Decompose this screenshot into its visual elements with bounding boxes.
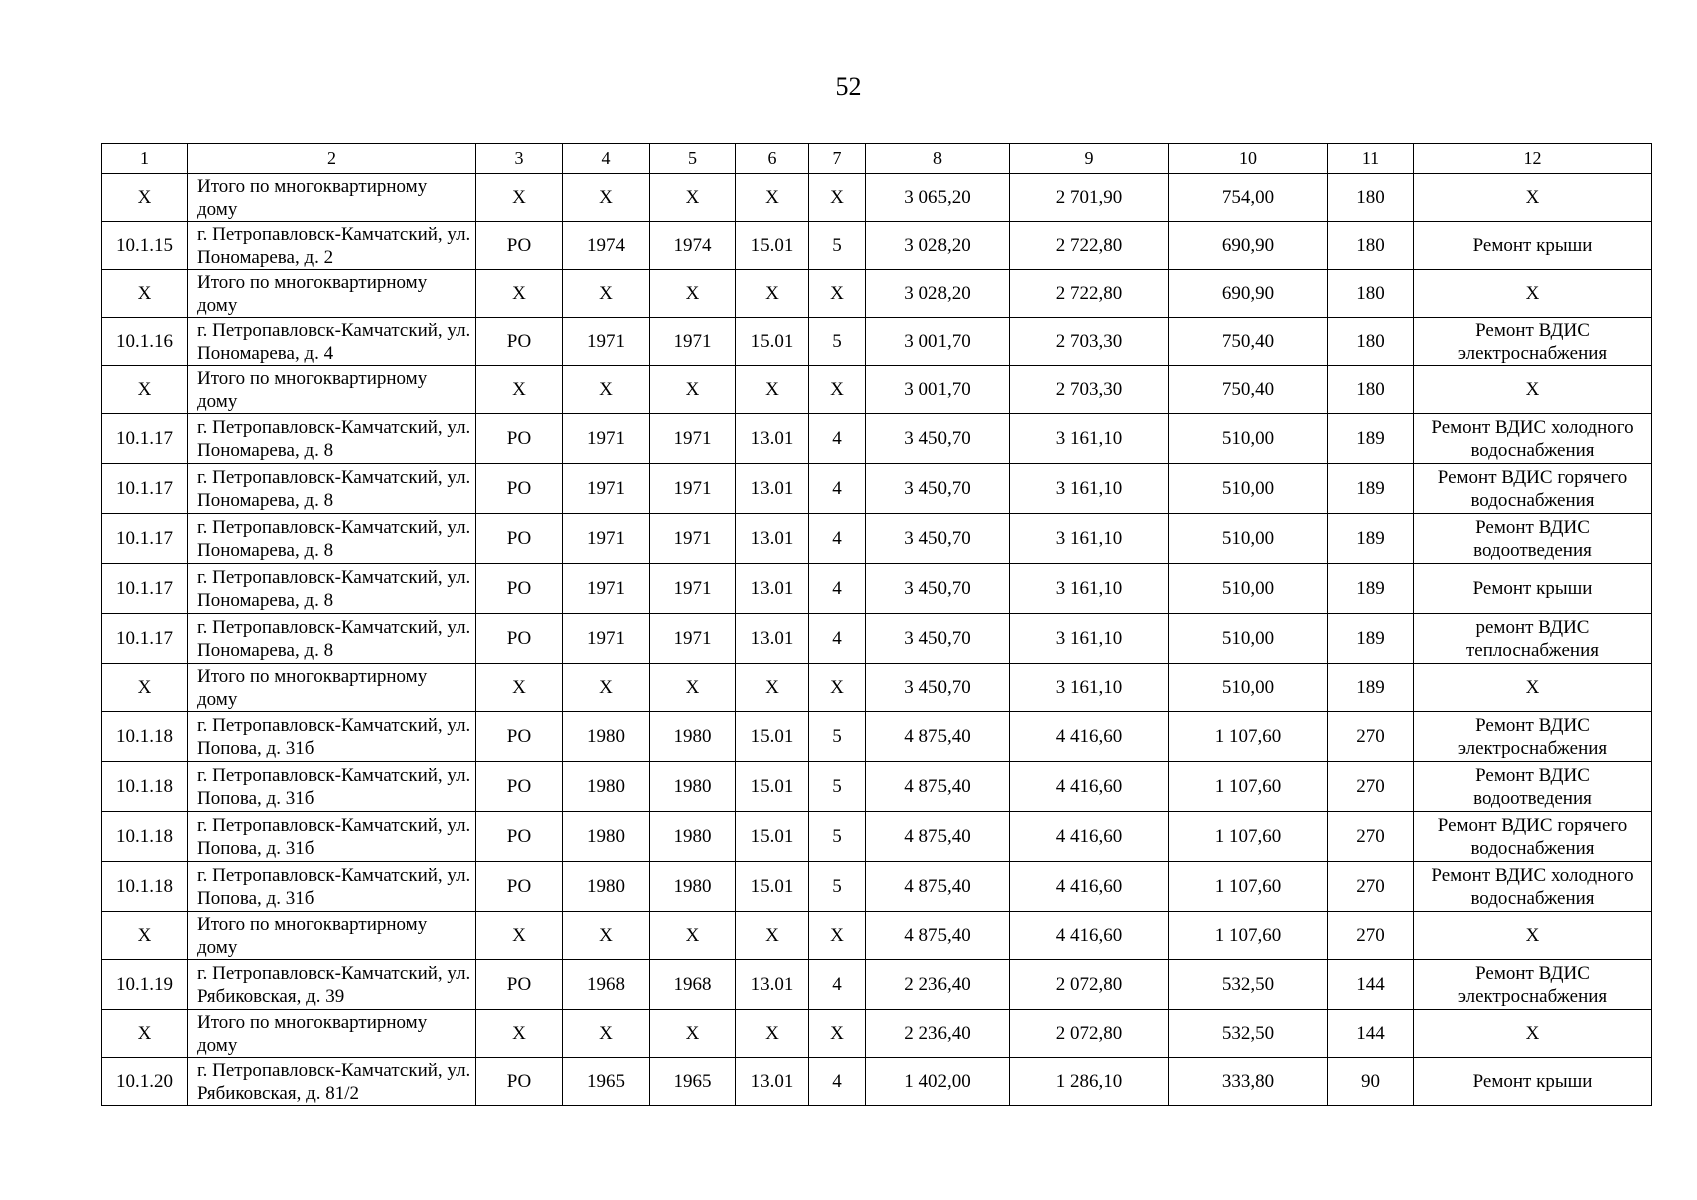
table-cell-col-10: 690,90 [1169,270,1328,318]
table-cell-col-7: 5 [809,862,866,912]
table-cell-col-4: Х [563,1010,650,1058]
table-cell-col-9: 2 703,30 [1010,318,1169,366]
table-cell-col-6: 15.01 [736,712,809,762]
table-cell-col-2: г. Петропавловск-Камчатский, ул. Попова, д. 31б [188,762,476,812]
table-row [102,414,1652,464]
table-cell-col-12: Ремонт крыши [1414,1058,1652,1106]
table-cell-col-12: Ремонт ВДИС водоотведения [1414,762,1652,812]
table-cell-col-5: 1974 [650,222,736,270]
table-cell-col-9: 3 161,10 [1010,564,1169,614]
table-cell-col-3: РО [476,812,563,862]
table-cell-col-9: 3 161,10 [1010,514,1169,564]
table-cell-col-4: 1974 [563,222,650,270]
table-cell-col-2: г. Петропавловск-Камчатский, ул. Пономарева, д. 4 [188,318,476,366]
table-cell-col-1: 10.1.19 [102,960,188,1010]
table-cell-col-7: 4 [809,564,866,614]
table-cell-col-2: г. Петропавловск-Камчатский, ул. Пономарева, д. 2 [188,222,476,270]
column-header-11: 11 [1328,144,1414,174]
table-cell-col-1: Х [102,1010,188,1058]
table-row [102,614,1652,664]
table-cell-col-8: 2 236,40 [866,1010,1010,1058]
table-cell-col-6: 13.01 [736,960,809,1010]
table-cell-col-8: 3 001,70 [866,366,1010,414]
table-cell-col-3: РО [476,1058,563,1106]
table-cell-col-1: 10.1.16 [102,318,188,366]
table-cell-col-4: 1971 [563,464,650,514]
table-cell-col-12: Ремонт ВДИС холодного водоснабжения [1414,862,1652,912]
table-cell-col-8: 1 402,00 [866,1058,1010,1106]
housing-repair-table [101,143,1652,1106]
column-header-12: 12 [1414,144,1652,174]
table-cell-col-1: Х [102,174,188,222]
table-cell-col-10: 1 107,60 [1169,912,1328,960]
table-cell-col-9: 3 161,10 [1010,414,1169,464]
table-cell-col-6: Х [736,270,809,318]
table-cell-col-9: 3 161,10 [1010,614,1169,664]
table-cell-col-5: 1971 [650,564,736,614]
table-cell-col-5: Х [650,366,736,414]
table-cell-col-1: Х [102,912,188,960]
table-cell-col-9: 2 072,80 [1010,1010,1169,1058]
table-cell-col-6: Х [736,664,809,712]
table-cell-col-9: 2 722,80 [1010,270,1169,318]
table-cell-col-5: 1980 [650,862,736,912]
table-cell-col-7: 5 [809,712,866,762]
table-cell-col-8: 4 875,40 [866,862,1010,912]
table-cell-col-2: г. Петропавловск-Камчатский, ул. Пономарева, д. 8 [188,564,476,614]
table-cell-col-11: 189 [1328,614,1414,664]
table-cell-col-2: Итого по многоквартирному дому [188,366,476,414]
table-cell-col-1: 10.1.17 [102,464,188,514]
table-cell-col-1: Х [102,270,188,318]
table-cell-col-2: Итого по многоквартирному дому [188,174,476,222]
table-cell-col-2: г. Петропавловск-Камчатский, ул. Пономарева, д. 8 [188,464,476,514]
table-cell-col-10: 510,00 [1169,664,1328,712]
column-header-5: 5 [650,144,736,174]
table-cell-col-4: 1971 [563,318,650,366]
table-cell-col-2: г. Петропавловск-Камчатский, ул. Попова, д. 31б [188,812,476,862]
table-cell-col-3: РО [476,464,563,514]
table-cell-col-7: Х [809,912,866,960]
table-cell-col-11: 180 [1328,318,1414,366]
table-cell-col-6: Х [736,1010,809,1058]
table-cell-col-6: Х [736,912,809,960]
table-cell-col-4: Х [563,174,650,222]
table-cell-col-7: Х [809,174,866,222]
table-cell-col-8: 3 450,70 [866,414,1010,464]
table-cell-col-10: 1 107,60 [1169,862,1328,912]
table-cell-col-12: Ремонт ВДИС электроснабжения [1414,318,1652,366]
table-cell-col-9: 1 286,10 [1010,1058,1169,1106]
table-cell-col-7: Х [809,664,866,712]
table-row [102,960,1652,1010]
table-cell-col-11: 144 [1328,960,1414,1010]
table-cell-col-3: РО [476,862,563,912]
table-cell-col-7: Х [809,1010,866,1058]
table-cell-col-4: Х [563,664,650,712]
table-cell-col-11: 270 [1328,712,1414,762]
column-header-6: 6 [736,144,809,174]
table-cell-col-4: Х [563,270,650,318]
table-cell-col-1: 10.1.18 [102,712,188,762]
table-cell-col-8: 3 450,70 [866,464,1010,514]
table-cell-col-4: 1980 [563,712,650,762]
table-cell-col-9: 2 722,80 [1010,222,1169,270]
table-cell-col-5: 1968 [650,960,736,1010]
table-cell-col-10: 333,80 [1169,1058,1328,1106]
table-cell-col-9: 4 416,60 [1010,712,1169,762]
table-row [102,564,1652,614]
table-cell-col-3: РО [476,514,563,564]
table-cell-col-5: 1980 [650,762,736,812]
table-cell-col-7: 4 [809,614,866,664]
table-cell-col-9: 3 161,10 [1010,464,1169,514]
table-cell-col-10: 510,00 [1169,464,1328,514]
table-cell-col-3: РО [476,414,563,464]
table-cell-col-2: г. Петропавловск-Камчатский, ул. Рябиковская, д. 39 [188,960,476,1010]
table-cell-col-4: 1980 [563,812,650,862]
table-cell-col-2: г. Петропавловск-Камчатский, ул. Попова, д. 31б [188,862,476,912]
column-header-1: 1 [102,144,188,174]
table-cell-col-5: Х [650,664,736,712]
table-cell-col-11: 189 [1328,464,1414,514]
table-cell-col-2: г. Петропавловск-Камчатский, ул. Пономарева, д. 8 [188,614,476,664]
table-cell-col-12: Ремонт ВДИС электроснабжения [1414,712,1652,762]
table-cell-col-7: Х [809,270,866,318]
table-row [102,664,1652,712]
table-cell-col-9: 3 161,10 [1010,664,1169,712]
table-cell-col-6: 13.01 [736,464,809,514]
table-cell-col-4: Х [563,366,650,414]
table-cell-col-11: 270 [1328,812,1414,862]
table-row [102,174,1652,222]
table-cell-col-3: Х [476,174,563,222]
table-cell-col-8: 3 450,70 [866,614,1010,664]
table-cell-col-9: 2 703,30 [1010,366,1169,414]
table-cell-col-1: 10.1.17 [102,514,188,564]
table-cell-col-5: 1971 [650,318,736,366]
table-cell-col-1: 10.1.18 [102,862,188,912]
table-row [102,912,1652,960]
table-cell-col-3: Х [476,912,563,960]
table-cell-col-3: Х [476,270,563,318]
table-cell-col-6: 15.01 [736,222,809,270]
table-cell-col-12: ремонт ВДИС теплоснабжения [1414,614,1652,664]
table-cell-col-12: Х [1414,366,1652,414]
table-cell-col-11: 189 [1328,414,1414,464]
table-cell-col-8: 4 875,40 [866,812,1010,862]
table-row [102,1058,1652,1106]
table-cell-col-11: 144 [1328,1010,1414,1058]
table-cell-col-12: Х [1414,270,1652,318]
column-header-10: 10 [1169,144,1328,174]
table-cell-col-10: 1 107,60 [1169,762,1328,812]
table-cell-col-7: 4 [809,514,866,564]
table-cell-col-1: 10.1.20 [102,1058,188,1106]
table-cell-col-1: 10.1.17 [102,414,188,464]
table-cell-col-12: Ремонт ВДИС электроснабжения [1414,960,1652,1010]
column-header-8: 8 [866,144,1010,174]
table-row [102,464,1652,514]
table-cell-col-4: Х [563,912,650,960]
table-cell-col-12: Ремонт крыши [1414,222,1652,270]
table-cell-col-4: 1968 [563,960,650,1010]
table-cell-col-12: Ремонт ВДИС водоотведения [1414,514,1652,564]
table-cell-col-9: 4 416,60 [1010,812,1169,862]
table-row [102,318,1652,366]
table-row [102,712,1652,762]
table-cell-col-10: 510,00 [1169,414,1328,464]
page-number: 52 [835,72,862,101]
table-cell-col-2: Итого по многоквартирному дому [188,270,476,318]
table-row [102,812,1652,862]
table-cell-col-10: 510,00 [1169,614,1328,664]
table-cell-col-1: 10.1.18 [102,812,188,862]
table-cell-col-2: Итого по многоквартирному дому [188,664,476,712]
table-cell-col-10: 750,40 [1169,318,1328,366]
table-cell-col-8: 3 028,20 [866,222,1010,270]
table-cell-col-1: 10.1.18 [102,762,188,812]
table-cell-col-8: 4 875,40 [866,712,1010,762]
table-cell-col-7: 4 [809,960,866,1010]
table-cell-col-8: 3 065,20 [866,174,1010,222]
table-cell-col-11: 189 [1328,514,1414,564]
table-cell-col-12: Ремонт ВДИС горячего водоснабжения [1414,812,1652,862]
table-cell-col-8: 2 236,40 [866,960,1010,1010]
table-cell-col-10: 510,00 [1169,514,1328,564]
table-cell-col-11: 270 [1328,862,1414,912]
table-cell-col-6: Х [736,366,809,414]
table-cell-col-12: Х [1414,664,1652,712]
table-cell-col-5: Х [650,270,736,318]
table-row [102,762,1652,812]
table-cell-col-7: 5 [809,318,866,366]
column-header-3: 3 [476,144,563,174]
table-cell-col-1: 10.1.15 [102,222,188,270]
table-cell-col-10: 510,00 [1169,564,1328,614]
table-cell-col-11: 180 [1328,222,1414,270]
table-cell-col-3: РО [476,960,563,1010]
table-cell-col-6: 13.01 [736,514,809,564]
column-header-2: 2 [188,144,476,174]
table-cell-col-11: 180 [1328,174,1414,222]
table-cell-col-9: 4 416,60 [1010,862,1169,912]
table-cell-col-8: 3 001,70 [866,318,1010,366]
table-cell-col-8: 4 875,40 [866,762,1010,812]
table-cell-col-4: 1971 [563,514,650,564]
table-cell-col-2: г. Петропавловск-Камчатский, ул. Пономарева, д. 8 [188,514,476,564]
table-cell-col-7: 4 [809,464,866,514]
table-row [102,222,1652,270]
table-cell-col-2: Итого по многоквартирному дому [188,912,476,960]
table-row [102,270,1652,318]
table-cell-col-6: 13.01 [736,414,809,464]
table-cell-col-11: 189 [1328,564,1414,614]
table-cell-col-10: 690,90 [1169,222,1328,270]
table-cell-col-7: 4 [809,414,866,464]
table-cell-col-12: Ремонт крыши [1414,564,1652,614]
table-cell-col-10: 750,40 [1169,366,1328,414]
table-cell-col-4: 1965 [563,1058,650,1106]
table-cell-col-6: 15.01 [736,762,809,812]
table-cell-col-6: 15.01 [736,862,809,912]
table-cell-col-1: 10.1.17 [102,564,188,614]
table-cell-col-12: Х [1414,174,1652,222]
table-cell-col-1: Х [102,366,188,414]
table-cell-col-7: 5 [809,762,866,812]
table-cell-col-6: 13.01 [736,1058,809,1106]
table-cell-col-9: 4 416,60 [1010,762,1169,812]
table-cell-col-5: Х [650,912,736,960]
table-cell-col-12: Х [1414,912,1652,960]
table-cell-col-6: 13.01 [736,564,809,614]
table-cell-col-4: 1971 [563,414,650,464]
table-cell-col-7: Х [809,366,866,414]
table-cell-col-4: 1980 [563,862,650,912]
table-cell-col-5: 1971 [650,414,736,464]
table-cell-col-6: 13.01 [736,614,809,664]
table-row [102,514,1652,564]
table-cell-col-3: Х [476,1010,563,1058]
table-cell-col-3: РО [476,614,563,664]
table-header [102,144,1652,174]
table-cell-col-5: 1971 [650,614,736,664]
table-cell-col-12: Х [1414,1010,1652,1058]
table-cell-col-9: 4 416,60 [1010,912,1169,960]
table-cell-col-10: 1 107,60 [1169,712,1328,762]
table-cell-col-8: 3 450,70 [866,514,1010,564]
table-cell-col-2: Итого по многоквартирному дому [188,1010,476,1058]
table-cell-col-3: Х [476,366,563,414]
table-cell-col-5: 1971 [650,514,736,564]
table-row [102,1010,1652,1058]
table-cell-col-4: 1971 [563,564,650,614]
table-cell-col-2: г. Петропавловск-Камчатский, ул. Попова, д. 31б [188,712,476,762]
table-cell-col-5: 1980 [650,712,736,762]
table-cell-col-4: 1971 [563,614,650,664]
column-header-9: 9 [1010,144,1169,174]
table-cell-col-9: 2 072,80 [1010,960,1169,1010]
table-cell-col-2: г. Петропавловск-Камчатский, ул. Рябиковская, д. 81/2 [188,1058,476,1106]
table-cell-col-5: 1965 [650,1058,736,1106]
table-cell-col-6: 15.01 [736,318,809,366]
table-cell-col-11: 270 [1328,762,1414,812]
table-cell-col-9: 2 701,90 [1010,174,1169,222]
table-cell-col-3: РО [476,712,563,762]
table-cell-col-10: 754,00 [1169,174,1328,222]
table-cell-col-8: 3 028,20 [866,270,1010,318]
table-cell-col-8: 3 450,70 [866,564,1010,614]
table-cell-col-1: Х [102,664,188,712]
table-cell-col-3: Х [476,664,563,712]
table-cell-col-12: Ремонт ВДИС холодного водоснабжения [1414,414,1652,464]
table-cell-col-4: 1980 [563,762,650,812]
table-cell-col-11: 270 [1328,912,1414,960]
table-cell-col-8: 4 875,40 [866,912,1010,960]
column-header-4: 4 [563,144,650,174]
table-cell-col-11: 90 [1328,1058,1414,1106]
table-cell-col-12: Ремонт ВДИС горячего водоснабжения [1414,464,1652,514]
table-row [102,366,1652,414]
table-cell-col-11: 180 [1328,366,1414,414]
table-cell-col-6: 15.01 [736,812,809,862]
table-cell-col-11: 180 [1328,270,1414,318]
table-cell-col-10: 532,50 [1169,960,1328,1010]
table-cell-col-5: 1971 [650,464,736,514]
table-cell-col-3: РО [476,318,563,366]
table-body [102,174,1652,1106]
table-cell-col-10: 532,50 [1169,1010,1328,1058]
table-cell-col-3: РО [476,564,563,614]
table-cell-col-8: 3 450,70 [866,664,1010,712]
table-cell-col-7: 5 [809,222,866,270]
table-cell-col-10: 1 107,60 [1169,812,1328,862]
table-cell-col-1: 10.1.17 [102,614,188,664]
table-cell-col-3: РО [476,222,563,270]
table-cell-col-5: Х [650,174,736,222]
table-cell-col-7: 4 [809,1058,866,1106]
table-cell-col-5: 1980 [650,812,736,862]
table-cell-col-3: РО [476,762,563,812]
table-cell-col-7: 5 [809,812,866,862]
column-header-7: 7 [809,144,866,174]
table-row [102,862,1652,912]
table-cell-col-11: 189 [1328,664,1414,712]
table-cell-col-6: Х [736,174,809,222]
table-cell-col-2: г. Петропавловск-Камчатский, ул. Пономарева, д. 8 [188,414,476,464]
table-cell-col-5: Х [650,1010,736,1058]
header-row [102,144,1652,174]
